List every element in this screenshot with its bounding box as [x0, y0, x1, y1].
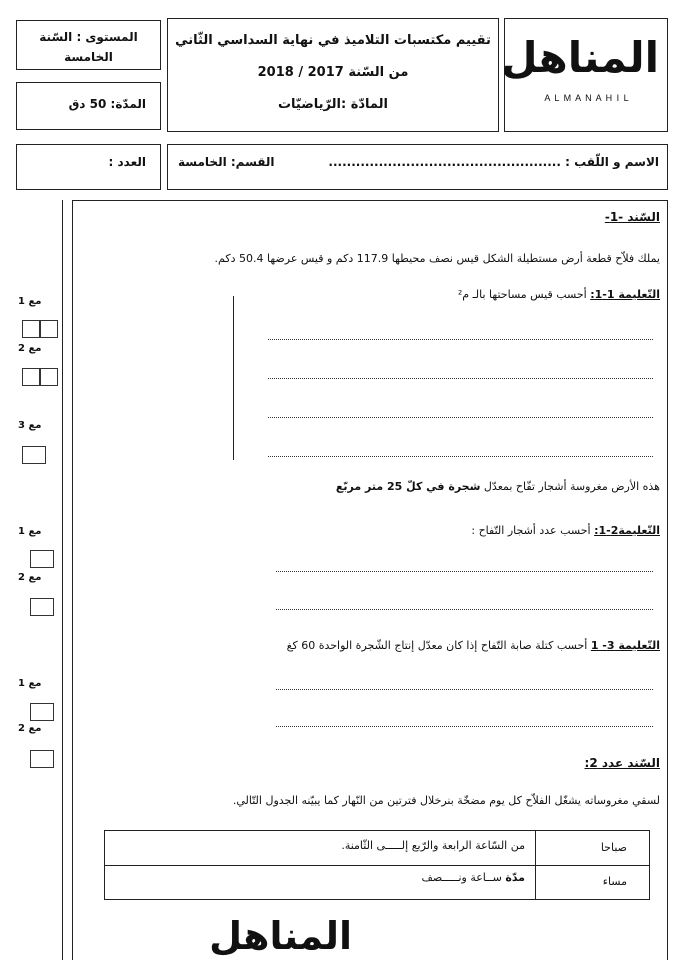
trees-bold: شجرة في كلّ 25 متر مربّع	[335, 480, 481, 493]
score-box-5[interactable]	[30, 598, 54, 616]
footer-logo: المناهل	[209, 914, 352, 958]
score-box-1a[interactable]	[22, 320, 40, 338]
answer-line-2-2[interactable]	[276, 609, 653, 610]
task2	[471, 524, 660, 537]
criterion-2b-label: مع 2	[18, 572, 42, 583]
student-name[interactable]: الاسم و اللّقب : ...................................................	[328, 155, 659, 169]
table-row-1-period: صباحا	[600, 841, 627, 854]
score-box-6[interactable]	[30, 703, 54, 721]
table-row-2-detail: ســاعة ونـــــصف	[421, 871, 502, 884]
score-box-4[interactable]	[30, 550, 54, 568]
criterion-1c-label: مع 1	[18, 678, 42, 689]
answer-line-1-2[interactable]	[268, 378, 653, 379]
work-area-divider	[233, 296, 234, 460]
duration-text: المدّة: 50 دق	[68, 97, 146, 111]
score-box-7[interactable]	[30, 750, 54, 768]
table-row-2-period: مساء	[602, 875, 627, 888]
student-class[interactable]: القسم: الخامسة	[178, 155, 275, 169]
exam-year: من السّنة 2017 / 2018	[257, 65, 409, 80]
criterion-1b-label: مع 1	[18, 526, 42, 537]
task3-text: أحسب كتلة صابة التّفاح إذا كان معدّل إنتاج الشّجرة الواحدة 60 كغ	[286, 639, 588, 652]
criterion-2c-label: مع 2	[18, 723, 42, 734]
title-box	[167, 18, 499, 132]
score-box-1b[interactable]	[40, 320, 58, 338]
table-row-2-detail-wrap	[421, 871, 525, 884]
table-row-divider	[104, 865, 650, 866]
section2-heading: السّند عدد 2:	[584, 756, 660, 770]
logo-box	[501, 18, 668, 132]
table-row-2-detail-bold: مدّة	[505, 871, 525, 884]
task3-label: التّعليمة 3- 1	[590, 639, 660, 652]
task2-text: أحسب عدد أشجار التّفاح :	[471, 524, 591, 537]
exam-title: تقييم مكتسبات التلاميذ في نهاية السداسي الثّاني	[175, 33, 491, 48]
watering-table	[104, 830, 650, 900]
task3	[287, 639, 660, 652]
task2-label: التّعليمة2-1:	[594, 524, 660, 537]
level-box	[16, 20, 161, 70]
criterion-2-label: مع 2	[18, 343, 42, 354]
criterion-3-label: مع 3	[18, 420, 42, 431]
section1-context: يملك فلاّح قطعة أرض مستطيلة الشكل قيس نصف محيطها 117.9 دكم و قيس عرضها 50.4 دكم.	[214, 252, 660, 265]
section2-context: لسقي مغروساته يشغّل الفلاّح كل يوم مضخّة بنرخلال فترتين من النّهار كما يبيّنه الجدول التّالي.	[232, 794, 660, 807]
answer-line-3-1[interactable]	[276, 689, 653, 690]
trees-text: هذه الأرض مغروسة أشجار تفّاح بمعدّل	[483, 480, 660, 493]
task1	[458, 288, 660, 301]
answer-line-1-1[interactable]	[268, 339, 653, 340]
answer-line-3-2[interactable]	[276, 726, 653, 727]
score-box-2b[interactable]	[40, 368, 58, 386]
answer-line-2-1[interactable]	[276, 571, 653, 572]
table-row-1-detail: من السّاعة الرابعة والرّبع إلـــــى الثّامنة.	[341, 839, 525, 852]
criterion-1-label: مع 1	[18, 296, 42, 307]
student-box	[167, 144, 668, 190]
logo-arabic: المناهل	[501, 33, 659, 82]
answer-line-1-4[interactable]	[268, 456, 653, 457]
grade-label: العدد :	[108, 155, 146, 169]
task1-label: التّعليمة 1-1:	[590, 288, 660, 301]
level-text: المستوى : السّنة الخامسة	[39, 30, 138, 64]
score-box-2a[interactable]	[22, 368, 40, 386]
answer-line-1-3[interactable]	[268, 417, 653, 418]
trees-statement	[336, 480, 660, 493]
duration-box	[16, 82, 161, 130]
score-box-3[interactable]	[22, 446, 46, 464]
criteria-divider	[62, 200, 63, 960]
exam-subject: المادّة :الرّياضيّات	[277, 97, 388, 112]
logo-latin: A L M A N A H I L	[544, 93, 630, 103]
section1-heading: السّند -1-	[604, 210, 660, 224]
task1-text: أحسب قيس مساحتها بالـ م²	[457, 288, 587, 301]
grade-box	[16, 144, 161, 190]
